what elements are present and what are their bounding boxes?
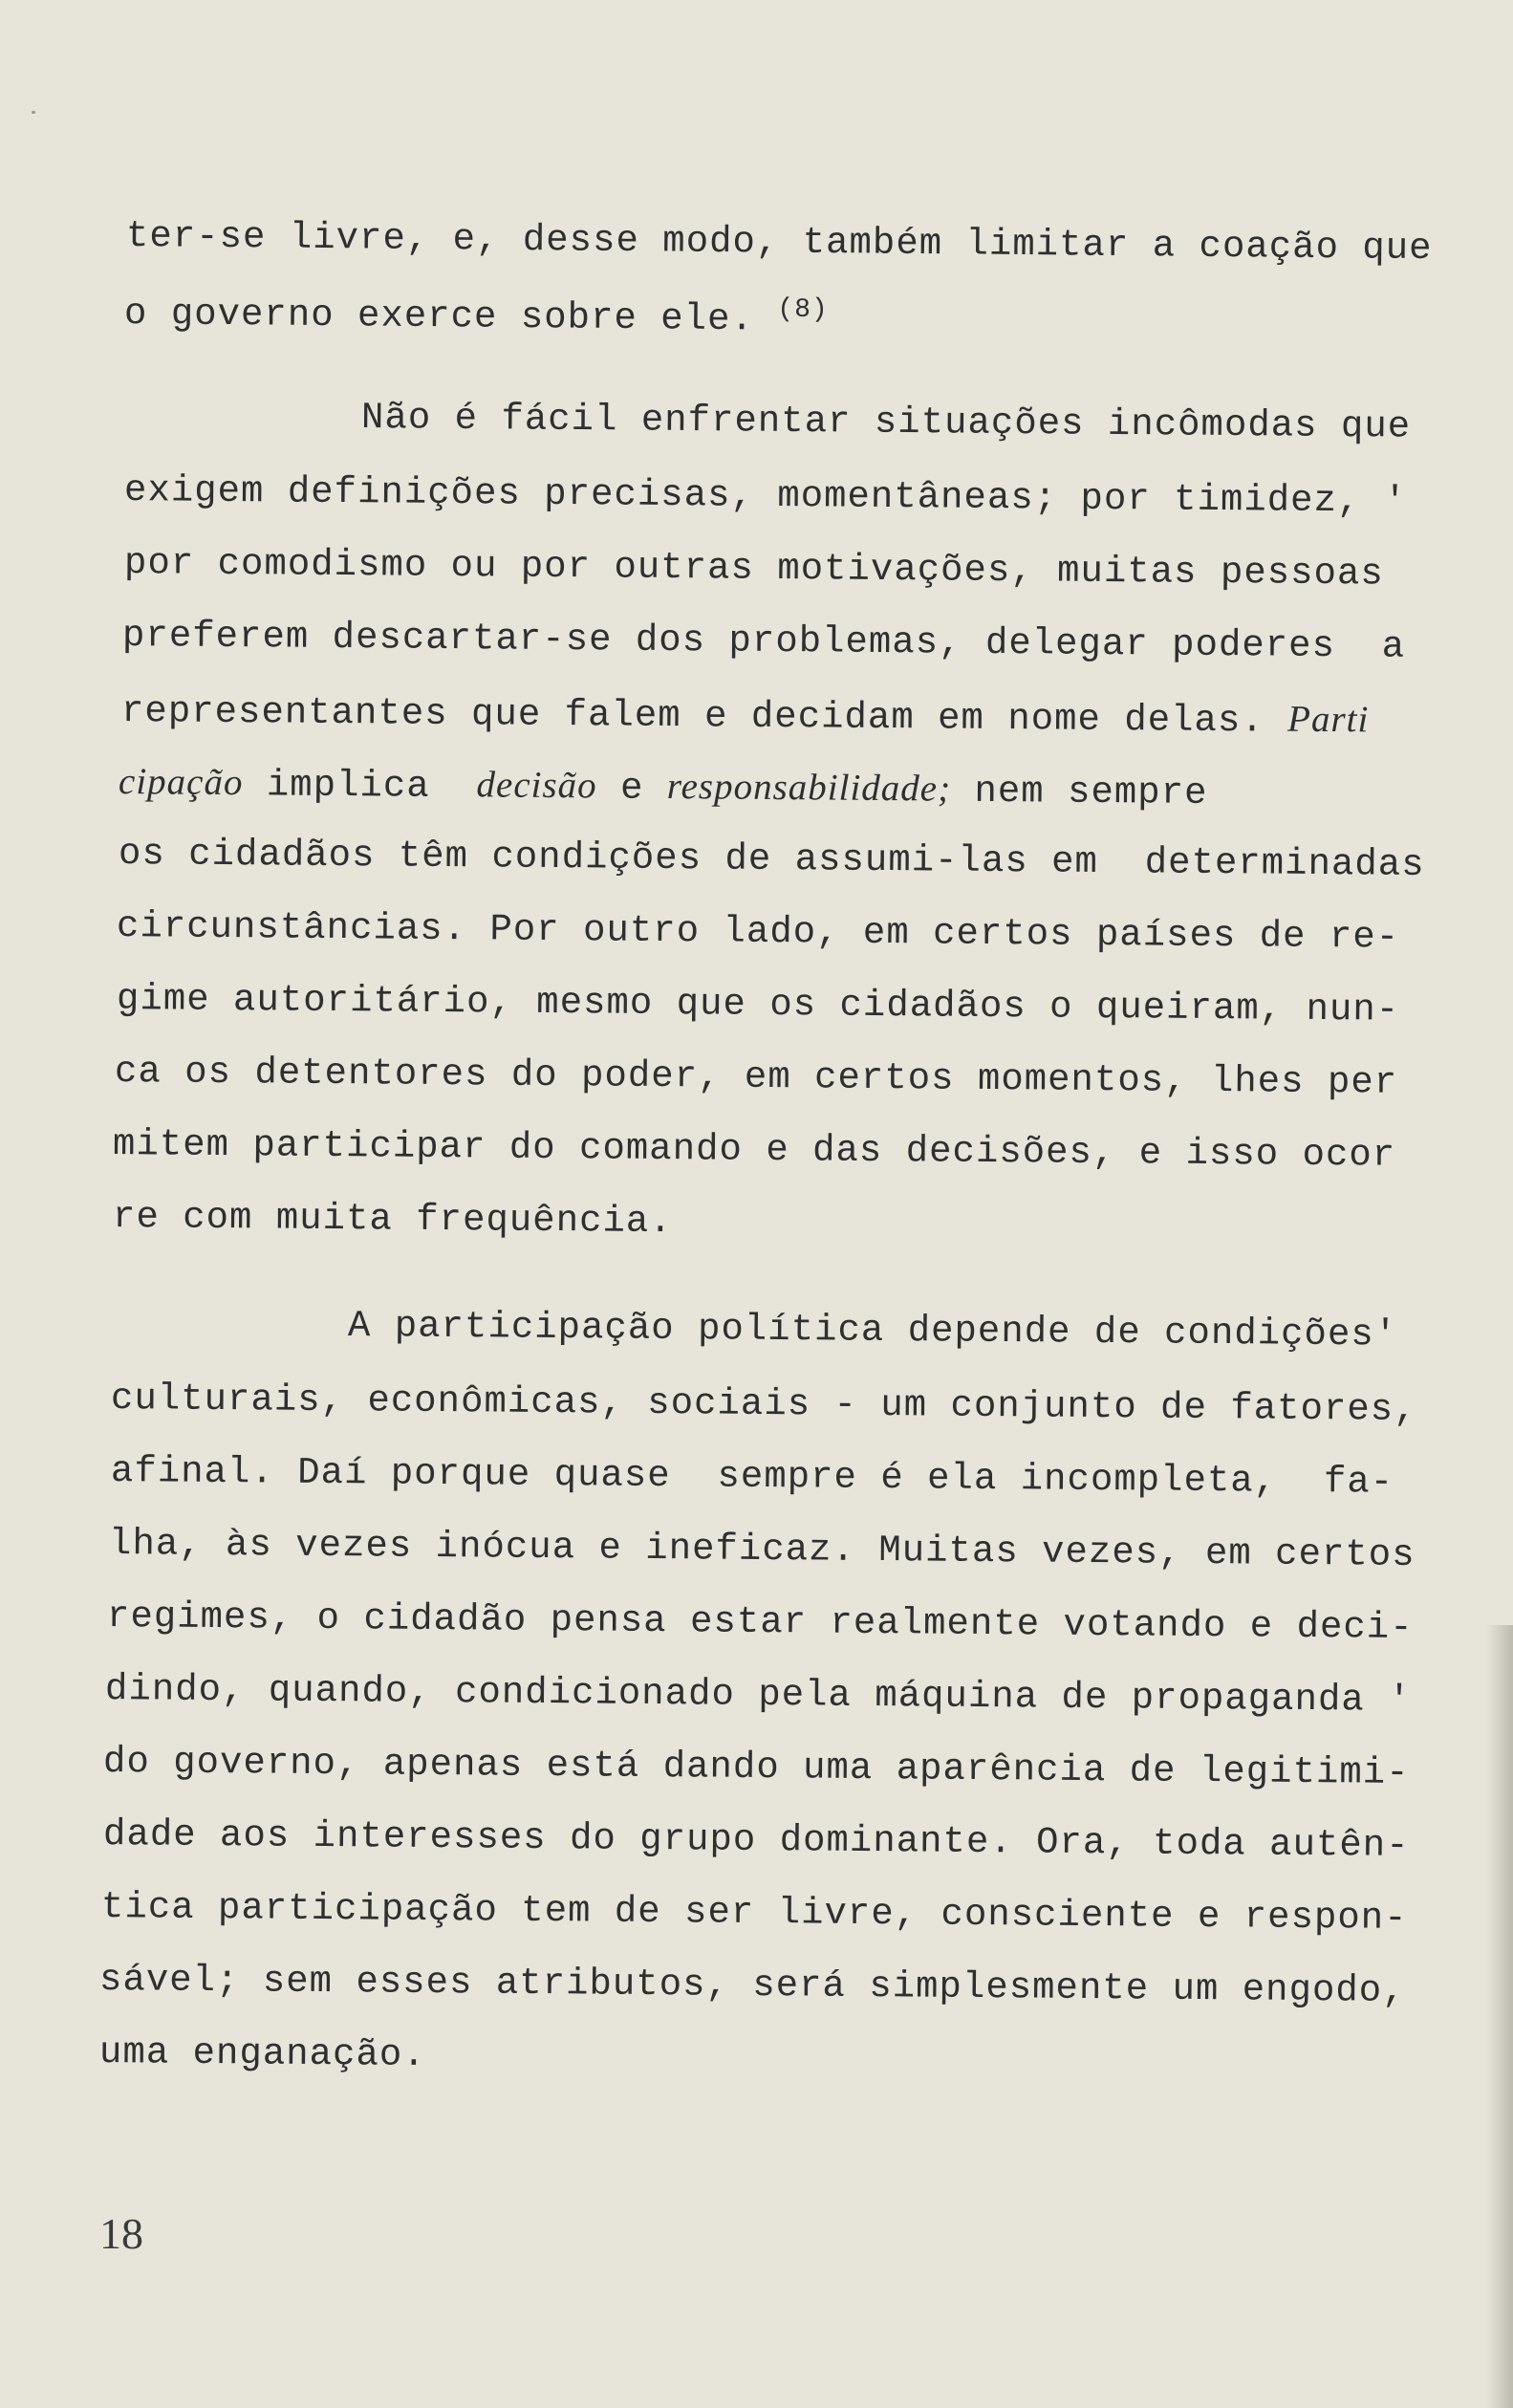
p2-line-12: re com muita frequência. xyxy=(112,1196,673,1244)
p2-line-5 xyxy=(121,690,1370,741)
p3-line-4: lha, às vezes inócua e ineficaz. Muitas vezes, em certos xyxy=(108,1523,1416,1576)
p3-line-11: uma enganação. xyxy=(98,2031,426,2076)
p3-line-10: sável; sem esses atributos, será simplesmente um engodo, xyxy=(98,1959,1406,2012)
scan-speck xyxy=(32,111,35,114)
p3-line-6: dindo, quando, condicionado pela máquina de propaganda ' xyxy=(104,1668,1412,1722)
p2-line-5-italic: Parti xyxy=(1286,698,1370,741)
p2-line-10: ca os detentores do poder, em certos momentos, lhes per xyxy=(114,1051,1398,1104)
p2-line-6-italic-b: decisão xyxy=(476,764,597,807)
p2-line-11: mitem participar do comando e das decisões, e isso ocor xyxy=(112,1123,1396,1177)
p1-line-2-text: o governo exerce sobre ele. xyxy=(123,293,755,341)
p2-line-6-italic-c: responsabilidade; xyxy=(666,766,952,810)
p3-line-3: afinal. Daí porque quase sempre é ela incompleta, fa- xyxy=(110,1450,1394,1504)
p2-line-6-mid: implica xyxy=(243,764,477,809)
page-number: 18 xyxy=(99,2209,143,2258)
p2-line-6 xyxy=(119,763,1208,813)
p2-line-6-italic-a: cipação xyxy=(118,761,244,804)
p2-line-6-end: nem sempre xyxy=(950,770,1208,814)
p2-line-9: gime autoritário, mesmo que os cidadãos o queiram, nun- xyxy=(116,978,1400,1031)
page-edge-shadow xyxy=(1486,1625,1513,2408)
p2-line-8: circunstâncias. Por outro lado, em certos países de re- xyxy=(116,905,1400,959)
p3-line-1: A participação política depende de condições' xyxy=(347,1305,1398,1356)
p1-line-1: ter-se livre, e, desse modo, também limitar a coação que xyxy=(125,215,1433,271)
p2-line-2: exigem definições precisas, momentâneas; por timidez, ' xyxy=(123,469,1408,523)
p3-line-9: tica participação tem de ser livre, consciente e respon- xyxy=(100,1886,1408,1940)
p3-line-2: culturais, econômicas, sociais - um conjunto de fatores, xyxy=(110,1378,1417,1431)
p2-line-4: preferem descartar-se dos problemas, delegar poderes a xyxy=(121,615,1406,668)
p2-line-7: os cidadãos têm condições de assumi-las em determinadas xyxy=(118,833,1425,886)
footnote-reference: (8) xyxy=(777,294,829,326)
p2-line-6-mid2: e xyxy=(596,767,668,811)
p2-line-3: por comodismo ou por outras motivações, muitas pessoas xyxy=(123,542,1384,596)
p2-line-1: Não é fácil enfrentar situações incômodas que xyxy=(360,397,1412,448)
p3-line-5: regimes, o cidadão pensa estar realmente votando e deci- xyxy=(106,1595,1414,1649)
p2-line-5-text: representantes que falem e decidam em nome delas. xyxy=(120,690,1288,743)
p1-line-2 xyxy=(124,291,829,339)
p3-line-7: do governo, apenas está dando uma aparência de legitimi- xyxy=(102,1741,1410,1794)
p3-line-8: dade aos interesses do grupo dominante. Ora, toda autên- xyxy=(102,1813,1410,1867)
